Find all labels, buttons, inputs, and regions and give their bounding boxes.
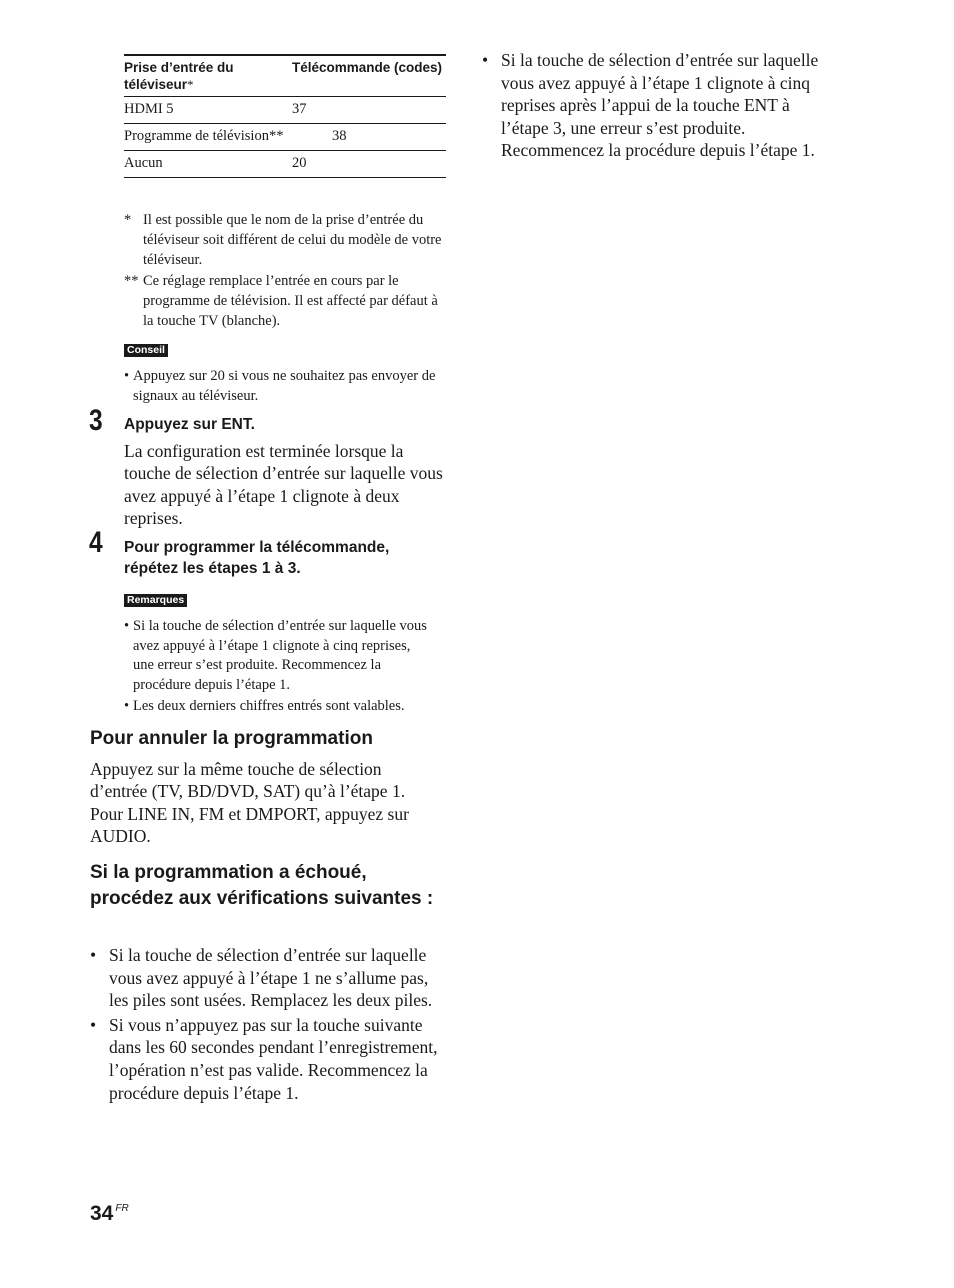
table-cell-input: Programme de télévision** xyxy=(124,128,284,144)
list-item xyxy=(482,49,838,162)
list-item xyxy=(90,1014,445,1104)
list-item xyxy=(124,617,428,696)
table-cell-input: Aucun xyxy=(124,155,163,171)
cancel-heading: Pour annuler la programmation xyxy=(90,728,373,749)
header-input-label: Prise d’entrée du téléviseur xyxy=(124,60,234,92)
page-language-code: FR xyxy=(115,1203,129,1214)
footnote-mark: * xyxy=(124,212,132,228)
step-number: 3 xyxy=(89,404,103,437)
table-cell-code: 37 xyxy=(292,101,307,117)
footnote-mark: ** xyxy=(124,273,139,289)
bullet-icon: • xyxy=(124,697,130,714)
remote-codes-table xyxy=(124,54,446,178)
cancel-body: Appuyez sur la même touche de sélection d’entrée (TV, BD/DVD, SAT) qu’à l’étape 1. Pour LINE IN, FM et DMPORT, appuyez sur AUDIO. xyxy=(90,759,409,847)
failure-list-right xyxy=(482,49,838,164)
list-item xyxy=(124,697,454,717)
failure-heading: Si la programmation a échoué, procédez aux vérifications suivantes : xyxy=(90,862,434,909)
failure-text: Si vous n’appuyez pas sur la touche suivante dans les 60 secondes pendant l’enregistrement, l’opération n’est pas valide. Recommencez la procédure depuis l’étape 1. xyxy=(109,1014,438,1103)
bullet-icon: • xyxy=(482,50,489,70)
list-item xyxy=(124,367,448,406)
table-cell-code: 20 xyxy=(292,155,307,171)
table-row xyxy=(124,97,446,124)
failure-list-left xyxy=(90,944,450,1106)
footnote xyxy=(124,210,446,270)
bullet-icon: • xyxy=(90,945,97,965)
table-row xyxy=(124,124,446,151)
table-cell-code: 38 xyxy=(332,128,347,144)
footnote-text: Il est possible que le nom de la prise d’entrée du téléviseur soit différent de celui du modèle de votre téléviseur. xyxy=(143,212,442,268)
bullet-icon: • xyxy=(90,1014,97,1035)
footnote-text: Ce réglage remplace l’entrée en cours par le programme de télévision. Il est affecté par défaut à la touche TV (blanche). xyxy=(143,273,438,329)
tip-label: Conseil xyxy=(124,344,168,357)
step-title: Pour programmer la télécommande, répétez les étapes 1 à 3. xyxy=(124,539,390,577)
note-text: Si la touche de sélection d’entrée sur laquelle vous avez appuyé à l’étape 1 clignote à cinq reprises, une erreur s’est produite. Recommencez la procédure depuis l’étape 1. xyxy=(133,618,427,694)
notes-label: Remarques xyxy=(124,594,187,607)
tip-text: Appuyez sur 20 si vous ne souhaitez pas envoyer de signaux au téléviseur. xyxy=(133,368,436,404)
page-number-value: 34 xyxy=(90,1202,114,1225)
step-title: Appuyez sur ENT. xyxy=(124,416,255,433)
footnote xyxy=(124,271,446,331)
table-footnotes xyxy=(124,210,446,332)
note-text: Les deux derniers chiffres entrés sont valables. xyxy=(133,697,405,714)
bullet-icon: • xyxy=(124,368,130,384)
table-header-code: Télécommande (codes) xyxy=(292,60,443,75)
step-number: 4 xyxy=(89,526,103,559)
tip-list xyxy=(124,367,448,407)
notes-list xyxy=(124,617,428,718)
table-row xyxy=(124,151,446,178)
list-item xyxy=(90,944,450,1012)
bullet-icon: • xyxy=(124,618,130,634)
table-cell-input: HDMI 5 xyxy=(124,101,174,117)
failure-text: Si la touche de sélection d’entrée sur laquelle vous avez appuyé à l’étape 1 clignote à cinq reprises après l’appui de la touche ENT à l’étape 3, une erreur s’est produite. Recommencez la procédure depuis l’étape 1. xyxy=(501,50,819,161)
header-footnote-mark: * xyxy=(187,77,194,92)
page-number xyxy=(90,1197,129,1226)
failure-text: Si la touche de sélection d’entrée sur laquelle vous avez appuyé à l’étape 1 ne s’allume pas, les piles sont usées. Remplacez les deux piles. xyxy=(109,945,433,1011)
step-body: La configuration est terminée lorsque la touche de sélection d’entrée sur laquelle vous avez appuyé à l’étape 1 clignote à deux reprises. xyxy=(124,441,443,529)
table-header-row xyxy=(124,56,446,97)
table-header-input xyxy=(124,59,292,93)
